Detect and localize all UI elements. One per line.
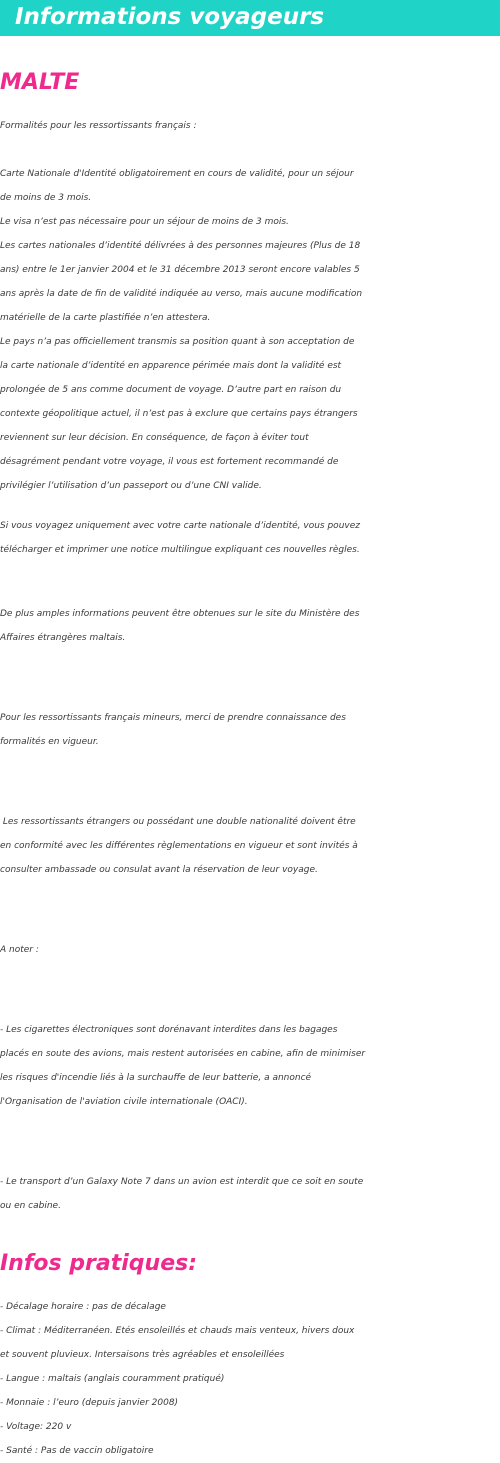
text-line: désagrément pendant votre voyage, il vous est fortement recommandé de (0, 457, 339, 467)
text-line: ou en cabine. (0, 1201, 61, 1211)
text-line: en conformité avec les différentes règlementations en vigueur et sont invités à (0, 841, 358, 851)
text-line: prolongée de 5 ans comme document de voyage. D’autre part en raison du (0, 385, 342, 395)
ministry-paragraph (0, 602, 500, 650)
text-line: la carte nationale d’identité en apparence périmée mais dont la validité est (0, 361, 342, 371)
text-line: Pour les ressortissants français mineurs, merci de prendre connaissance des (0, 713, 346, 723)
text-line: reviennent sur leur décision. En conséquence, de façon à éviter tout (0, 433, 309, 443)
list-item: - Langue : maltais (anglais couramment pratiqué) (0, 1374, 225, 1384)
formalities-intro (0, 114, 500, 138)
text-line: Le visa n’est pas nécessaire pour un séjour de moins de 3 mois. (0, 217, 289, 227)
text-line: les risques d'incendie liés à la surchauffe de leur batterie, a annoncé (0, 1073, 312, 1083)
text-line: contexte géopolitique actuel, il n’est pas à exclure que certains pays étrangers (0, 409, 358, 419)
text-line: ans après la date de fin de validité indiquée au verso, mais aucune modification (0, 289, 363, 299)
text-line: - Les cigarettes électroniques sont dorénavant interdites dans les bagages (0, 1025, 338, 1035)
practical-list (0, 1295, 500, 1463)
minors-paragraph (0, 706, 500, 754)
foreigners-paragraph (0, 810, 500, 882)
text-line: formalités en vigueur. (0, 737, 99, 747)
list-item: - Monnaie : l’euro (depuis janvier 2008) (0, 1398, 179, 1408)
text-line: l'Organisation de l'aviation civile internationale (OACI). (0, 1097, 248, 1107)
text-line: matérielle de la carte plastifiée n’en attestera. (0, 313, 211, 323)
text-line: Si vous voyagez uniquement avec votre carte nationale d’identité, vous pouvez (0, 521, 360, 531)
galaxy-paragraph (0, 1170, 500, 1218)
text-line: placés en soute des avions, mais restent autorisées en cabine, afin de minimiser (0, 1049, 366, 1059)
list-item: - Voltage: 220 v (0, 1422, 72, 1432)
text-line: Affaires étrangères maltais. (0, 633, 126, 643)
id-card-paragraph (0, 162, 500, 498)
text-line: Le pays n’a pas officiellement transmis sa position quant à son acceptation de (0, 337, 355, 347)
text-line: Formalités pour les ressortissants français : (0, 121, 197, 131)
country-heading: MALTE (0, 70, 80, 95)
list-item: et souvent pluvieux. Intersaisons très agréables et ensoleillées (0, 1350, 285, 1360)
text-line: Les cartes nationales d’identité délivrées à des personnes majeures (Plus de 18 (0, 241, 361, 251)
practical-heading: Infos pratiques: (0, 1251, 198, 1276)
header-banner (0, 0, 500, 36)
text-line: télécharger et imprimer une notice multilingue expliquant ces nouvelles règles. (0, 545, 360, 555)
text-line: de moins de 3 mois. (0, 193, 92, 203)
text-line: Les ressortissants étrangers ou possédant une double nationalité doivent être (0, 817, 356, 827)
page-title: Informations voyageurs (15, 4, 325, 30)
cigarettes-paragraph (0, 1018, 500, 1114)
text-line: consulter ambassade ou consulat avant la réservation de leur voyage. (0, 865, 318, 875)
text-line: - Le transport d’un Galaxy Note 7 dans un avion est interdit que ce soit en soute (0, 1177, 364, 1187)
list-item: - Santé : Pas de vaccin obligatoire (0, 1446, 154, 1456)
note-label (0, 938, 500, 962)
text-line: De plus amples informations peuvent être obtenues sur le site du Ministère des (0, 609, 360, 619)
text-line: privilégier l’utilisation d’un passeport ou d’une CNI valide. (0, 481, 262, 491)
text-line: ans) entre le 1er janvier 2004 et le 31 décembre 2013 seront encore valables 5 (0, 265, 360, 275)
notice-paragraph (0, 514, 500, 562)
list-item: - Climat : Méditerranéen. Etés ensoleillés et chauds mais venteux, hivers doux (0, 1326, 355, 1336)
text-line: A noter : (0, 945, 39, 955)
list-item: - Décalage horaire : pas de décalage (0, 1302, 166, 1312)
text-line: Carte Nationale d'Identité obligatoirement en cours de validité, pour un séjour (0, 169, 354, 179)
